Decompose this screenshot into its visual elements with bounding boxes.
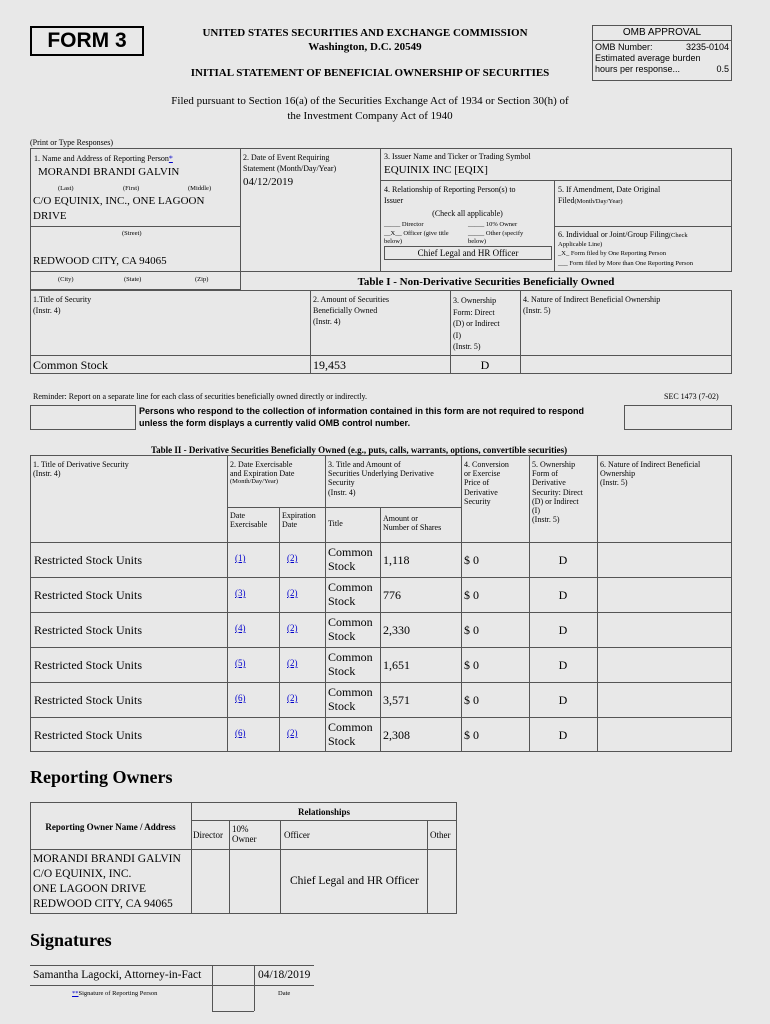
date-label: Date (278, 990, 291, 997)
t2-row-2 (30, 612, 732, 647)
t2-col3: 3. Title and Amount of Securities Underlying Derivative Security (Instr. 4) (328, 460, 434, 497)
underlying-amount: 2,308 (383, 728, 410, 742)
expiration-footnote-link[interactable]: (2) (287, 693, 298, 703)
t1-col1-2: (Instr. 4) (33, 306, 61, 315)
underlying-amount: 776 (383, 588, 401, 602)
other-below: below) (468, 238, 487, 245)
other-option: _____ Other (specify (468, 230, 524, 237)
owner-officer-title: Chief Legal and HR Officer (290, 875, 419, 887)
underlying-title: Common Stock (328, 685, 373, 713)
table-2-title: Table II - Derivative Securities Beneficially Owned (e.g., puts, calls, warrants, options, convertible securities) (151, 445, 568, 455)
omb-notice-left (30, 405, 136, 430)
officer-title: Chief Legal and HR Officer (384, 246, 552, 260)
reporting-owners-heading: Reporting Owners (30, 767, 173, 787)
agency-name: UNITED STATES SECURITIES AND EXCHANGE COMMISSION (202, 27, 528, 39)
reminder-text: Reminder: Report on a separate line for each class of securities beneficially owned directly or indirectly. (33, 392, 368, 401)
signatures-heading: Signatures (30, 930, 112, 950)
section-6-option-2: ___ Form filed by More than One Reporting Person (558, 260, 694, 267)
t1-col4-2: (Instr. 5) (523, 306, 551, 315)
street-value-2: DRIVE (33, 210, 67, 222)
t2-row-5 (30, 717, 732, 752)
section-3-label: 3. Issuer Name and Ticker or Trading Symbol (384, 152, 531, 161)
section-5-label-1: 5. If Amendment, Date Original (558, 185, 661, 194)
owner-name-header: Reporting Owner Name / Address (45, 822, 176, 832)
underlying-title: Common Stock (328, 545, 373, 573)
derivative-form: D (558, 728, 568, 742)
underlying-amount: 1,651 (383, 658, 410, 672)
print-note: (Print or Type Responses) (30, 138, 114, 147)
t1-amount: 19,453 (313, 358, 346, 372)
omb-approval-box (592, 25, 732, 81)
t2-col2-sub2: Expiration Date (282, 511, 316, 530)
officer-below: below) (384, 238, 403, 245)
other-header: Other (430, 830, 451, 840)
exercisable-footnote-link[interactable]: (6) (235, 728, 246, 738)
owner-address: MORANDI BRANDI GALVIN C/O EQUINIX, INC. ONE LAGOON DRIVE REDWOOD CITY, CA 94065 (33, 853, 181, 910)
expiration-footnote-link[interactable]: (2) (287, 588, 298, 598)
conversion-price: $ 0 (464, 658, 479, 672)
exercisable-footnote-link[interactable]: (5) (235, 658, 246, 668)
check-all-label: (Check all applicable) (432, 209, 503, 218)
state-label: (State) (124, 276, 142, 283)
underlying-title: Common Stock (328, 580, 373, 608)
t1-ownership-form: D (480, 358, 490, 372)
issuer-name: EQUINIX INC [EQIX] (384, 164, 488, 176)
t2-col3-sub2: Amount or Number of Shares (383, 514, 442, 533)
expiration-footnote-link[interactable]: (2) (287, 658, 298, 668)
last-label: (Last) (58, 185, 74, 192)
ten-percent-option: _____ 10% Owner (468, 221, 518, 228)
underlying-title: Common Stock (328, 615, 373, 643)
t2-col5: 5. Ownership Form of Derivative Security: Direct (D) or Indirect (I) (Instr. 5) (532, 460, 583, 525)
omb-burden-label: hours per response... (595, 64, 681, 74)
derivative-title: Restricted Stock Units (34, 553, 142, 567)
signature-footnote-link[interactable]: ** (72, 990, 79, 997)
form-title: INITIAL STATEMENT OF BENEFICIAL OWNERSHIP OF SECURITIES (190, 67, 550, 79)
form-label: FORM 3 (30, 26, 144, 56)
exercisable-footnote-link[interactable]: (1) (235, 553, 246, 563)
t2-col2-sub1: Date Exercisable (230, 511, 268, 530)
officer-header: Officer (284, 830, 310, 840)
omb-number-label: OMB Number: (595, 42, 653, 52)
section-6-option-1: _X_ Form filed by One Reporting Person (558, 250, 666, 257)
section-2-label-2: Statement (Month/Day/Year) (243, 164, 337, 173)
street-label: (Street) (122, 230, 142, 237)
section-2-label-1: 2. Date of Event Requiring (243, 153, 330, 162)
t2-col4: 4. Conversion or Exercise Price of Derivative Security (464, 460, 509, 506)
underlying-title: Common Stock (328, 720, 373, 748)
underlying-amount: 3,571 (383, 693, 410, 707)
section-6-label-2: Applicable Line) (558, 241, 603, 248)
derivative-title: Restricted Stock Units (34, 658, 142, 672)
omb-notice-right (624, 405, 732, 430)
t2-row-0 (30, 542, 732, 577)
t1-col2-2: Beneficially Owned (313, 306, 378, 315)
section-4-label-1: 4. Relationship of Reporting Person(s) to (384, 185, 516, 194)
table-1-title: Table I - Non-Derivative Securities Beneficially Owned (357, 276, 615, 288)
ten-pct-header: 10% Owner (232, 824, 257, 845)
conversion-price: $ 0 (464, 728, 479, 742)
omb-notice-1: Persons who respond to the collection of information contained in this form are not required to respond (139, 406, 585, 416)
event-date: 04/12/2019 (243, 176, 294, 188)
relationships-header: Relationships (297, 807, 350, 817)
city-label: (City) (58, 276, 74, 283)
t2-col6: 6. Nature of Indirect Beneficial Ownership (Instr. 5) (600, 460, 701, 488)
agency-city: Washington, D.C. 20549 (308, 41, 422, 53)
conversion-price: $ 0 (464, 623, 479, 637)
director-header: Director (193, 830, 223, 840)
derivative-title: Restricted Stock Units (34, 728, 142, 742)
section-4-label-2: Issuer (384, 196, 404, 205)
t1-col2-3: (Instr. 4) (313, 317, 341, 326)
t2-row-3 (30, 647, 732, 682)
conversion-price: $ 0 (464, 693, 479, 707)
underlying-amount: 1,118 (383, 553, 410, 567)
filed-pursuant-1: Filed pursuant to Section 16(a) of the Securities Exchange Act of 1934 or Section 30(h) of (171, 95, 569, 107)
underlying-amount: 2,330 (383, 623, 410, 637)
omb-number: 3235-0104 (685, 42, 729, 52)
t1-security-title: Common Stock (33, 358, 109, 372)
derivative-form: D (558, 553, 568, 567)
conversion-price: $ 0 (464, 588, 479, 602)
derivative-form: D (558, 588, 568, 602)
t2-row-1 (30, 577, 732, 612)
expiration-footnote-link[interactable]: (2) (287, 553, 298, 563)
derivative-title: Restricted Stock Units (34, 623, 142, 637)
t1-col4-1: 4. Nature of Indirect Beneficial Ownership (523, 295, 661, 304)
zip-label: (Zip) (195, 276, 209, 283)
derivative-form: D (558, 623, 568, 637)
t2-col1: 1. Title of Derivative Security (Instr. 4) (33, 460, 129, 479)
director-option: _____ Director (384, 221, 424, 228)
derivative-title: Restricted Stock Units (34, 693, 142, 707)
section-1-label: 1. Name and Address of Reporting Person* (34, 154, 173, 163)
omb-burden-line: Estimated average burden (595, 53, 701, 63)
expiration-footnote-link[interactable]: (2) (287, 728, 298, 738)
filed-pursuant-2: the Investment Company Act of 1940 (287, 110, 453, 122)
street-value-1: C/O EQUINIX, INC., ONE LAGOON (33, 195, 205, 207)
signer-name: Samantha Lagocki, Attorney-in-Fact (33, 969, 202, 981)
signature-label: **Signature of Reporting Person (72, 990, 158, 997)
derivative-form: D (558, 693, 568, 707)
exercisable-footnote-link[interactable]: (3) (235, 588, 246, 598)
underlying-title: Common Stock (328, 650, 373, 678)
officer-option: __X__ Officer (give title (384, 230, 449, 237)
section-6-label: 6. Individual or Joint/Group Filing(Check (558, 230, 688, 239)
t1-col2-1: 2. Amount of Securities (313, 295, 389, 304)
sec-code: SEC 1473 (7-02) (664, 392, 719, 401)
reporting-person-name: MORANDI BRANDI GALVIN (38, 166, 180, 178)
conversion-price: $ 0 (464, 553, 479, 567)
exercisable-footnote-link[interactable]: (4) (235, 623, 246, 633)
t1-col1-1: 1.Title of Security (33, 295, 92, 304)
derivative-form: D (558, 658, 568, 672)
middle-label: (Middle) (188, 185, 212, 192)
t1-col3: 3. Ownership Form: Direct (D) or Indirect (I) (Instr. 5) (453, 296, 500, 351)
signature-date: 04/18/2019 (258, 969, 311, 981)
first-label: (First) (123, 185, 140, 192)
omb-notice-2: unless the form displays a currently valid OMB control number. (139, 418, 411, 428)
derivative-title: Restricted Stock Units (34, 588, 142, 602)
t2-row-4 (30, 682, 732, 717)
exercisable-footnote-link[interactable]: (6) (235, 693, 246, 703)
t2-col2: 2. Date Exercisable and Expiration Date (Month/Day/Year) (230, 460, 295, 486)
t2-col3-sub1: Title (328, 519, 343, 528)
omb-burden-value: 0.5 (716, 64, 729, 74)
footnote-star-link[interactable]: * (168, 154, 173, 163)
omb-title: OMB APPROVAL (593, 26, 731, 41)
section-5-label-2: Filed(Month/Day/Year) (558, 196, 623, 205)
expiration-footnote-link[interactable]: (2) (287, 623, 298, 633)
city-value: REDWOOD CITY, CA 94065 (33, 255, 167, 267)
